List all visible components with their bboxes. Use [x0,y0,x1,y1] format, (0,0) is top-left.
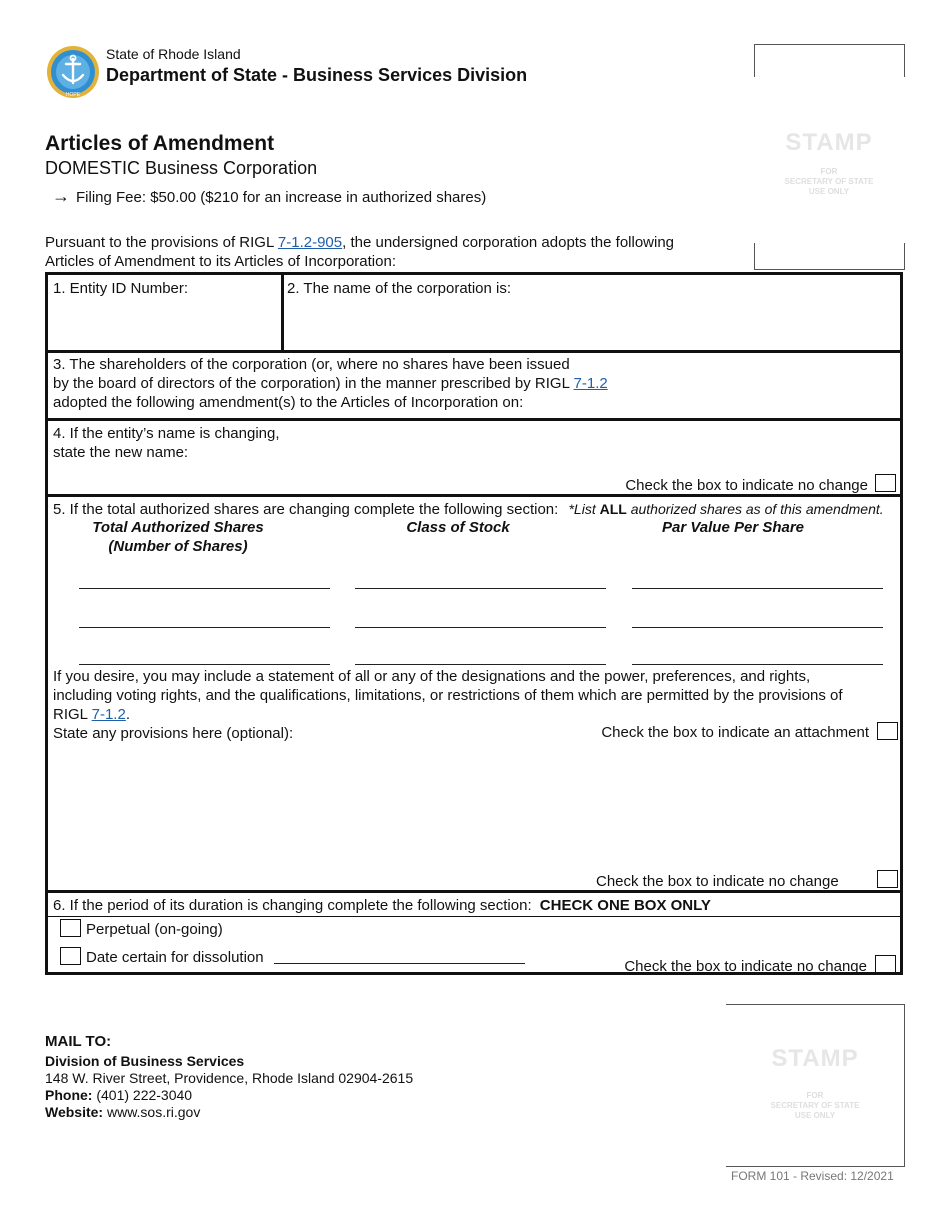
section3-line2: by the board of directors of the corporation) in the manner prescribed by RIGL [53,375,574,392]
section5-note-pre: *List [568,501,600,517]
attachment-label: Check the box to indicate an attachment [601,724,869,741]
mail-org: Division of Business Services [45,1053,245,1069]
section4-no-change-checkbox[interactable] [875,474,896,492]
state-seal-logo [46,45,100,99]
section6-intro [53,896,711,915]
par-line-2[interactable] [632,627,883,628]
filing-fee-text: Filing Fee: $50.00 ($210 for an increase in authorized shares) [76,189,487,206]
filing-fee [52,186,486,207]
col-class-header: Class of Stock [406,519,510,536]
shares-line-3[interactable] [79,664,330,665]
header-state: State of Rhode Island [106,46,241,62]
stamp-watermark: STAMP [785,129,873,156]
corporation-name-label: 2. The name of the corporation is: [287,280,512,297]
mail-to-label: MAIL TO: [45,1033,112,1050]
par-line-3[interactable] [632,664,883,665]
section5-note [568,501,883,517]
section6-intro-text: 6. If the period of its duration is changing complete the following section: [53,897,532,914]
section5-note-post: authorized shares as of this amendment. [626,501,884,517]
shares-line-2[interactable] [79,627,330,628]
rigl-905-link[interactable]: 7-1.2-905 [277,234,343,251]
mail-address-block [45,1053,413,1121]
phone-label: Phone: [45,1087,93,1103]
website-url: www.sos.ri.gov [106,1104,201,1120]
provisions-field[interactable] [53,745,893,865]
corporation-name-field[interactable] [288,299,898,347]
shares-line-1[interactable] [79,588,330,589]
section4-text [53,424,280,462]
bottom-stamp-note-3: USE ONLY [794,1111,836,1120]
intro-post: , the undersigned corporation adopts the following [342,234,675,251]
section5-intro [53,500,884,519]
date-certain-label: Date certain for dissolution [86,949,264,966]
seal-motto: HOPE [65,92,81,98]
entity-id-label: 1. Entity ID Number: [53,280,189,297]
dissolution-date-line[interactable] [274,963,525,964]
website-label: Website: [45,1104,104,1120]
form-subtitle: DOMESTIC Business Corporation [45,158,318,178]
section4-line2: state the new name: [53,444,189,461]
bottom-stamp-box [726,1004,905,1167]
col-par-value-header: Par Value Per Share [661,519,805,536]
section6-no-change-checkbox[interactable] [875,955,896,973]
stamp-note-1: FOR [820,167,838,176]
statement-line1: If you desire, you may include a statement of all or any of the designations and the power, preferences, and rights, [53,668,811,685]
section3-text [53,355,608,412]
intro-line2: Articles of Amendment to its Articles of Incorporation: [45,253,396,270]
form-number: FORM 101 - Revised: 12/2021 [731,1169,894,1183]
bottom-stamp-watermark: STAMP [771,1045,859,1072]
bottom-stamp-note-1: FOR [806,1091,824,1100]
attachment-checkbox[interactable] [877,722,898,740]
col-total-shares-line1: Total Authorized Shares [92,519,264,536]
perpetual-label: Perpetual (on-going) [86,921,223,938]
arrow-right-icon: → [52,186,70,206]
statement-line3-post: . [125,706,130,723]
section5-intro-text: 5. If the total authorized shares are changing complete the following section: [53,501,559,518]
par-line-1[interactable] [632,588,883,589]
mail-address: 148 W. River Street, Providence, Rhode Island 02904-2615 [45,1070,414,1086]
section6-no-change-label: Check the box to indicate no change [624,958,867,975]
entity-id-field[interactable] [50,299,278,347]
rigl-712-link-2[interactable]: 7-1.2 [91,706,126,723]
intro-paragraph [45,233,765,271]
top-stamp-box [754,44,905,270]
section5-no-change-checkbox[interactable] [877,870,898,888]
statement-line3-pre: RIGL [53,706,92,723]
provisions-label: State any provisions here (optional): [53,725,294,742]
section3-line1: 3. The shareholders of the corporation (or, where no shares have been issued [53,356,570,373]
section3-line3: adopted the following amendment(s) to the Articles of Incorporation on: [53,394,524,411]
bottom-stamp-note-2: SECRETARY OF STATE [770,1101,860,1110]
rigl-712-link[interactable]: 7-1.2 [573,375,608,392]
class-line-3[interactable] [355,664,606,665]
intro-pre: Pursuant to the provisions of RIGL [45,234,278,251]
date-certain-checkbox[interactable] [60,947,81,965]
statement-line2: including voting rights, and the qualifications, limitations, or restrictions of them which are permitted by the provisions of [53,687,843,704]
col-total-shares-line2: (Number of Shares) [108,538,248,555]
section6-intro-bold: CHECK ONE BOX ONLY [539,897,711,914]
class-line-1[interactable] [355,588,606,589]
phone-number: (401) 222-3040 [96,1087,193,1103]
col-total-shares-header [78,518,278,556]
section4-line1: 4. If the entity’s name is changing, [53,425,280,442]
header-department: Department of State - Business Services Division [106,65,528,85]
section4-no-change-label: Check the box to indicate no change [625,477,868,494]
stamp-note-3: USE ONLY [808,187,850,196]
stamp-note-2: SECRETARY OF STATE [784,177,874,186]
class-line-2[interactable] [355,627,606,628]
perpetual-checkbox[interactable] [60,919,81,937]
amendment-form [45,272,903,975]
section5-no-change-label: Check the box to indicate no change [596,873,839,890]
section5-note-bold: ALL [599,501,627,517]
form-title: Articles of Amendment [45,132,275,155]
